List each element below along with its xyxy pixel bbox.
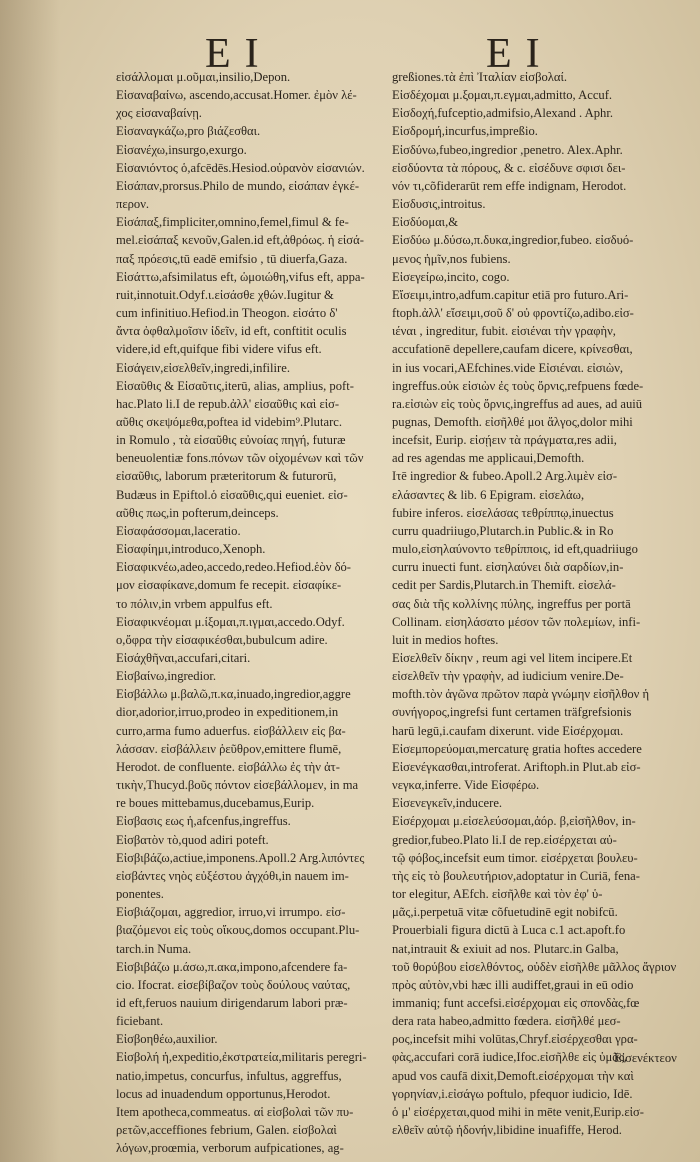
text-line: Εἰσάγειν,εἰσελθεῖν,ingredi,infilire. [116,360,290,375]
text-line: luit in medios hoftes. [392,632,499,647]
text-line: Εἰσδέχομαι μ.ξομαι,π.εγμαι,admitto, Accuf. [392,88,613,103]
text-line: εἰσάλλομαι μ.οῦμαι,insilio,Depon. [116,70,291,84]
text-line: ra.εἰσιὼν εἰς τοὺς ὄρνις,ingreffus ad aues, ad auiū [392,396,643,411]
text-line: curru quadriiugo,Plutarch.in Public.& in Ro [392,523,614,538]
text-line: Εἰσβοηθέω,auxilior. [116,1032,218,1047]
text-line: Εἰσαναβαίνω, ascendo,accusat.Homer. ἐμὸν λέ- [116,88,357,103]
text-line: immaniq; funt accefsi.εἰσέρχομαι εἰς σπονδὰς,fœ [392,995,640,1010]
text-line: Εἰσεγείρω,incito, cogo. [392,269,510,284]
text-line: παξ πρόεσις,tū eadē emifsio , tū diuerfa,Gaza. [116,251,348,266]
text-line: πρὸς αὐτὸν,vbi hæc illi audiffet,graui in eū odio [392,977,634,992]
page-fold-shadow [0,0,60,1162]
text-line: videre,id eft,quifque fibi videre vifus eft. [116,342,322,357]
text-line: λάσσαν. εἰσβάλλειν ῥεῦθρον,emittere flumē, [116,741,342,756]
text-line: dior,adorior,irruo,prodeo in expeditionem,in [116,705,339,720]
text-line: Εἰσάπαν,prorsus.Philo de mundo, εἰσάπαν ἐγκέ- [116,178,360,193]
text-line: ιέναι , ingreditur, fubit. εἰσιέναι τὴν γραφὴν, [392,324,616,339]
text-line: Εἰσέρχομαι μ.εἰσελεύσομαι,ἀόρ. β,εἰσῆλθον, in- [392,814,636,829]
text-line: Εἰσβαίνω,ingredior. [116,669,217,684]
text-line: Εἰσβολή ἡ,expeditio,ἐκστρατεία,militaris peregri- [116,1050,367,1065]
text-line: σας διὰ τῆς κολλίνης πύλης, ingreffus per portā [392,596,631,611]
text-line: περον. [116,197,150,212]
text-line: pugnas, Demofth. εἰσῆλθέ μοι ἄλγος,dolor mihi [392,414,633,429]
text-line: beneuolentiæ fons.πόνων τῶν οἰχομένων καὶ τῶν [116,451,364,466]
text-line: Εἰσβασις εως ἡ,afcenfus,ingreffus. [116,814,291,829]
text-line: Εἰσδοχή,fufceptio,admifsio,Alexand . Aphr. [392,106,613,121]
text-line: Εἰσβατὸν τὸ,quod adiri poteft. [116,832,269,847]
text-line: curru inuecti funt. εἰσηλαύνει διὰ σαρδίων,in- [392,560,624,575]
text-line: Prouerbiali figura dictū à Luca c.1 act.apoft.fo [392,923,626,938]
text-line: Ιτē ingredior & fubeo.Apoll.2 Arg.λιμὲν εἰσ- [392,469,618,484]
text-line: ο,ὄφρα τὴν εἰσαφικέσθαι,bubulcum adire. [116,632,328,647]
text-line: ἄντα ὀφθαλμοῖσιν ἰδεῖν, id eft, conftitit oculis [116,324,347,339]
text-line: ρετῶν,acceffiones febrium, Galen. εἰσβολαὶ [116,1123,337,1138]
text-line: Εἰσδυσις,introitus. [392,197,486,212]
text-line: Εἰσάπαξ,fimpliciter,omnino,femel,fimul & fe- [116,215,349,230]
text-line: Εἰσεμπορεύομαι,mercaturę gratia hoftes accedere [392,741,642,756]
text-line: Εἰσδύομαι,& [392,215,459,230]
text-line: natio,impetus, concurfus, infultus, aggreffus, [116,1068,342,1083]
text-line: Εἰσβιβάζω,actiue,imponens.Apoll.2 Arg.λιπόντες [116,850,365,865]
text-line: locus ad inuadendum opportunus,Herodot. [116,1086,331,1101]
text-line: curro,arma fumo aduerfus. εἰσβάλλειν εἰς βα- [116,723,346,738]
text-line: Εἰσαφάσσομαι,laceratio. [116,523,241,538]
text-line: tor elegitur, AEfch. εἰσῆλθε καὶ τὸν ἐφ' ὑ- [392,887,603,902]
text-line: Εἰσδύνω,fubeo,ingredior ,penetro. Alex.Aphr. [392,142,623,157]
text-line: cum infinitiuo.Hefiod.in Theogon. εἰσάτο δ' [116,306,338,321]
text-line: Εἰσάττω,afsimilatus eft, ὡμοιώθη,vifus eft, appa- [116,269,365,284]
text-line: ad res agendas me applicaui,Demofth. [392,451,585,466]
text-line: Εἰσενεγκεῖν,inducere. [392,796,503,811]
text-line: Εἰσβιάζομαι, aggredior, irruo,vi irrumpo. εἰσ- [116,905,346,920]
text-line: ingreffus.οὐκ εἰσιὼν ἐς τοὺς ὄρνις,refpuens fœde- [392,378,644,393]
text-line: accufationē depellere,caufam dicere, κρίνεσθαι, [392,342,633,357]
text-line: Εἰσαφίημι,introduco,Xenoph. [116,542,266,557]
text-line: Εἴσειμι,intro,adfum.capitur etiā pro futuro.Ari- [392,287,629,302]
text-line: Εἰσαναγκάζω,pro βιάζεσθαι. [116,124,261,139]
text-line: Εἰσβάλλω μ.βαλῶ,π.κα,inuado,ingredior,aggre [116,687,351,702]
text-line: αῦθις πως,in pofterum,deinceps. [116,505,279,520]
text-line: id eft,feruos nauium dirigendarum labori præ- [116,995,348,1010]
text-line: Herodot. de confluente. εἰσβάλλω ἐς τὴν ἀτ- [116,759,340,774]
text-line: βιαζόμενοι εἰς τοὺς οἴκους,domos occupant.Plu- [116,923,360,938]
text-line: μενος ἡμῖν,nos fubiens. [392,251,511,266]
text-line: mel.εἰσάπαξ κενοῦν,Galen.id eft,ἀθρόως. ἡ εἰσά- [116,233,364,248]
text-line: τικὴν,Thucyd.βοῦς πόντον εἰσεβάλλομεν, in ma [116,778,359,793]
text-line: dera rata habeo,admitto fœdera. εἰσῆλθέ μεσ- [392,1014,621,1029]
text-line: νεγκα,inferre. Vide Εἰσφέρω. [392,778,540,793]
text-line: re boues mittebamus,ducebamus,Eurip. [116,796,315,811]
text-line: Εἰσάχθῆναι,accufari,citari. [116,651,251,665]
text-line: αῦθις σκεψόμεθα,poftea id videbim⁹.Plutarc. [116,414,343,429]
text-line: συνήγορος,ingrefsi funt certamen träfgrefsionis [392,705,632,720]
text-line: ponentes. [116,887,164,902]
text-line: ελθεῖν αὐτῷ ἡδονήν,libidine inuafiffe, Herod. [392,1123,622,1138]
text-line: incefsit, Eurip. εἰσῄειν τὰ πράγματα,res adii, [392,433,617,448]
text-line: Εἰσαφικνέω,adeo,accedo,redeo.Hefiod.ἑὸν δό- [116,560,352,575]
text-line: in ius vocari,AEfchines.vide Εἰσιέναι. εἰσιὼν, [392,360,624,375]
text-line: Collinam. εἰσηλάσατο μέσον τῶν πολεμίων, infi- [392,614,641,629]
text-line: Εἰσδύω μ.δύσω,π.δυκα,ingredior,fubeo. εἰσδυό- [392,233,634,248]
text-line: Εἰσελθεῖν δίκην , reum agi vel litem incipere.Et [392,651,633,665]
text-line: in Romulo , τὰ εἰσαῦθις εὐνοίας πηγή, futuræ [116,433,346,448]
text-line: Budæus in Epiftol.ὁ εἰσαῦθις,qui eueniet. εἰσ- [116,487,348,502]
text-line: ὁ μ' εἰσέρχεται,quod mihi in mēte venit,Eurip.εἰσ- [392,1104,644,1119]
right-column-heading: EI [486,31,554,77]
text-line: harū legū,i.caufam dixerunt. vide Εἰσέρχομαι. [392,723,624,738]
text-line: Item apothecа,commeatus. αἱ εἰσβολαὶ τῶν πυ- [116,1104,354,1119]
text-line: ficiebant. [116,1014,164,1029]
left-text-column [116,68,388,1157]
text-line: ελάσαντες & lib. 6 Epigram. εἰσελάω, [392,487,585,502]
catchword: Εἰσενέκτεον [614,1051,677,1065]
text-line: fubire inferos. εἰσελάσας τεθρίππῳ,inuectus [392,505,614,520]
text-line: τὴς εἰς τὸ βουλευτήριον,adoptatur in Curiā, fena- [392,868,640,883]
text-line: gredior,fubeo.Plato li.I de rep.εἰσέρχεται αὐ- [392,832,617,847]
text-line: εἰσδύοντα τὰ πόρους, & c. εἰσέδυνε σφισι δει- [392,160,626,175]
right-text-column [392,68,682,1139]
text-line: Εἰσβιβάζω μ.άσω,π.ακα,impono,afcendere fa- [116,959,348,974]
text-line: Εἰσανιόντος ὁ,afcēdēs.Hesiod.οὐρανὸν εἰσανιών. [116,160,365,175]
text-line: Εἰσδρομή,incurfus,impreßio. [392,124,538,139]
text-line: Εἰσαῦθις & Εἰσαῦτις,iterū, alias, amplius, poft- [116,378,354,393]
text-line: μον εἰσαφίκανε,domum fe recepit. εἰσαφίκε- [116,578,342,593]
text-line: εἰσαῦθις, laborum præteritorum & futurorū, [116,469,337,484]
text-line: Εἰσανέχω,insurgo,exurgo. [116,142,247,157]
text-line: mofth.τὸν ἀγῶνα πρῶτον παρὰ γνώμην εἰσῆλθον ἡ [392,687,650,702]
text-line: γορηνίαν,i.εἰσάγω poftulo, pfequor iudicio, Idē. [392,1086,633,1101]
text-line: λόγων,proœmia, verborum aufpicationes, ag- [116,1141,344,1156]
text-line: nat,intrauit & exiuit ad nos. Plutarc.in Galba, [392,941,619,956]
text-line: εἰσβάντες νηὸς εὐξέστου ἀγχόθι,in nauem im- [116,868,349,883]
text-line: apud vos caufā dixit,Demoft.εἰσέρχομαι τὴν καὶ [392,1068,634,1083]
text-line: mulo,εἰσηλαύνοντο τεθρίπποις, id eft,quadriiugo [392,542,638,557]
text-line: ftoph.ἀλλ' εἴσειμι,σοῦ δ' οὐ φροντίζω,adibo.εἰσ- [392,306,634,321]
text-line: εἰσελθεῖν τὴν γραφὴν, ad iudicium venire.De- [392,669,624,684]
text-line: ρος,incefsit mihi volūtas,Chryf.εἰσέρχεσθαι γρα- [392,1032,638,1047]
text-line: χος εἰσαναβαίνῃ. [116,106,202,121]
text-line: Εἰσαφικνέομαι μ.ίξομαι,π.ιγμαι,accedo.Odyf. [116,614,345,629]
text-line: greßiones.τὰ ἐπὶ Ἰταλίαν εἰσβολαί. [392,70,568,84]
text-line: tarch.in Numa. [116,941,192,956]
text-line: ruit,innotuit.Odyf.ι.εἰσάσθε χθών.Iugitur & [116,287,334,302]
text-line: τῷ φόβος,incefsit eum timor. εἰσέρχεται βουλευ- [392,850,638,865]
left-column-heading: EI [205,31,273,77]
text-line: Εἰσενέγκασθαι,introferat. Ariftoph.in Plut.ab εἰσ- [392,759,641,774]
text-line: μᾶς,i.perpetuā vitæ cõfuetudinē egit nobifcū. [392,905,618,920]
text-line: cedit per Sardis,Plutarch.in Themift. εἰσελά- [392,578,616,593]
text-line: το πόλιν,in vrbem appulfus eft. [116,596,273,611]
text-line: cio. Ifocrat. εἰσεβίβαζον τοὺς δούλους ναύτας, [116,977,351,992]
text-line: νόν τι,cõfiderarūt rem effe indignam, Herodot. [392,178,627,193]
text-line: φὰς,accufari corā iudice,Ifoc.εἰσῆλθε εἰς ὑμᾶς, [392,1050,628,1065]
text-line: τοῦ θορύβου εἰσελθόντος, οὐδὲν εἰσῆλθε μᾶλλος ἄγριον [392,959,677,974]
text-line: hac.Plato li.I de repub.ἀλλ' εἰσαῦθις καὶ εἰσ- [116,396,340,411]
